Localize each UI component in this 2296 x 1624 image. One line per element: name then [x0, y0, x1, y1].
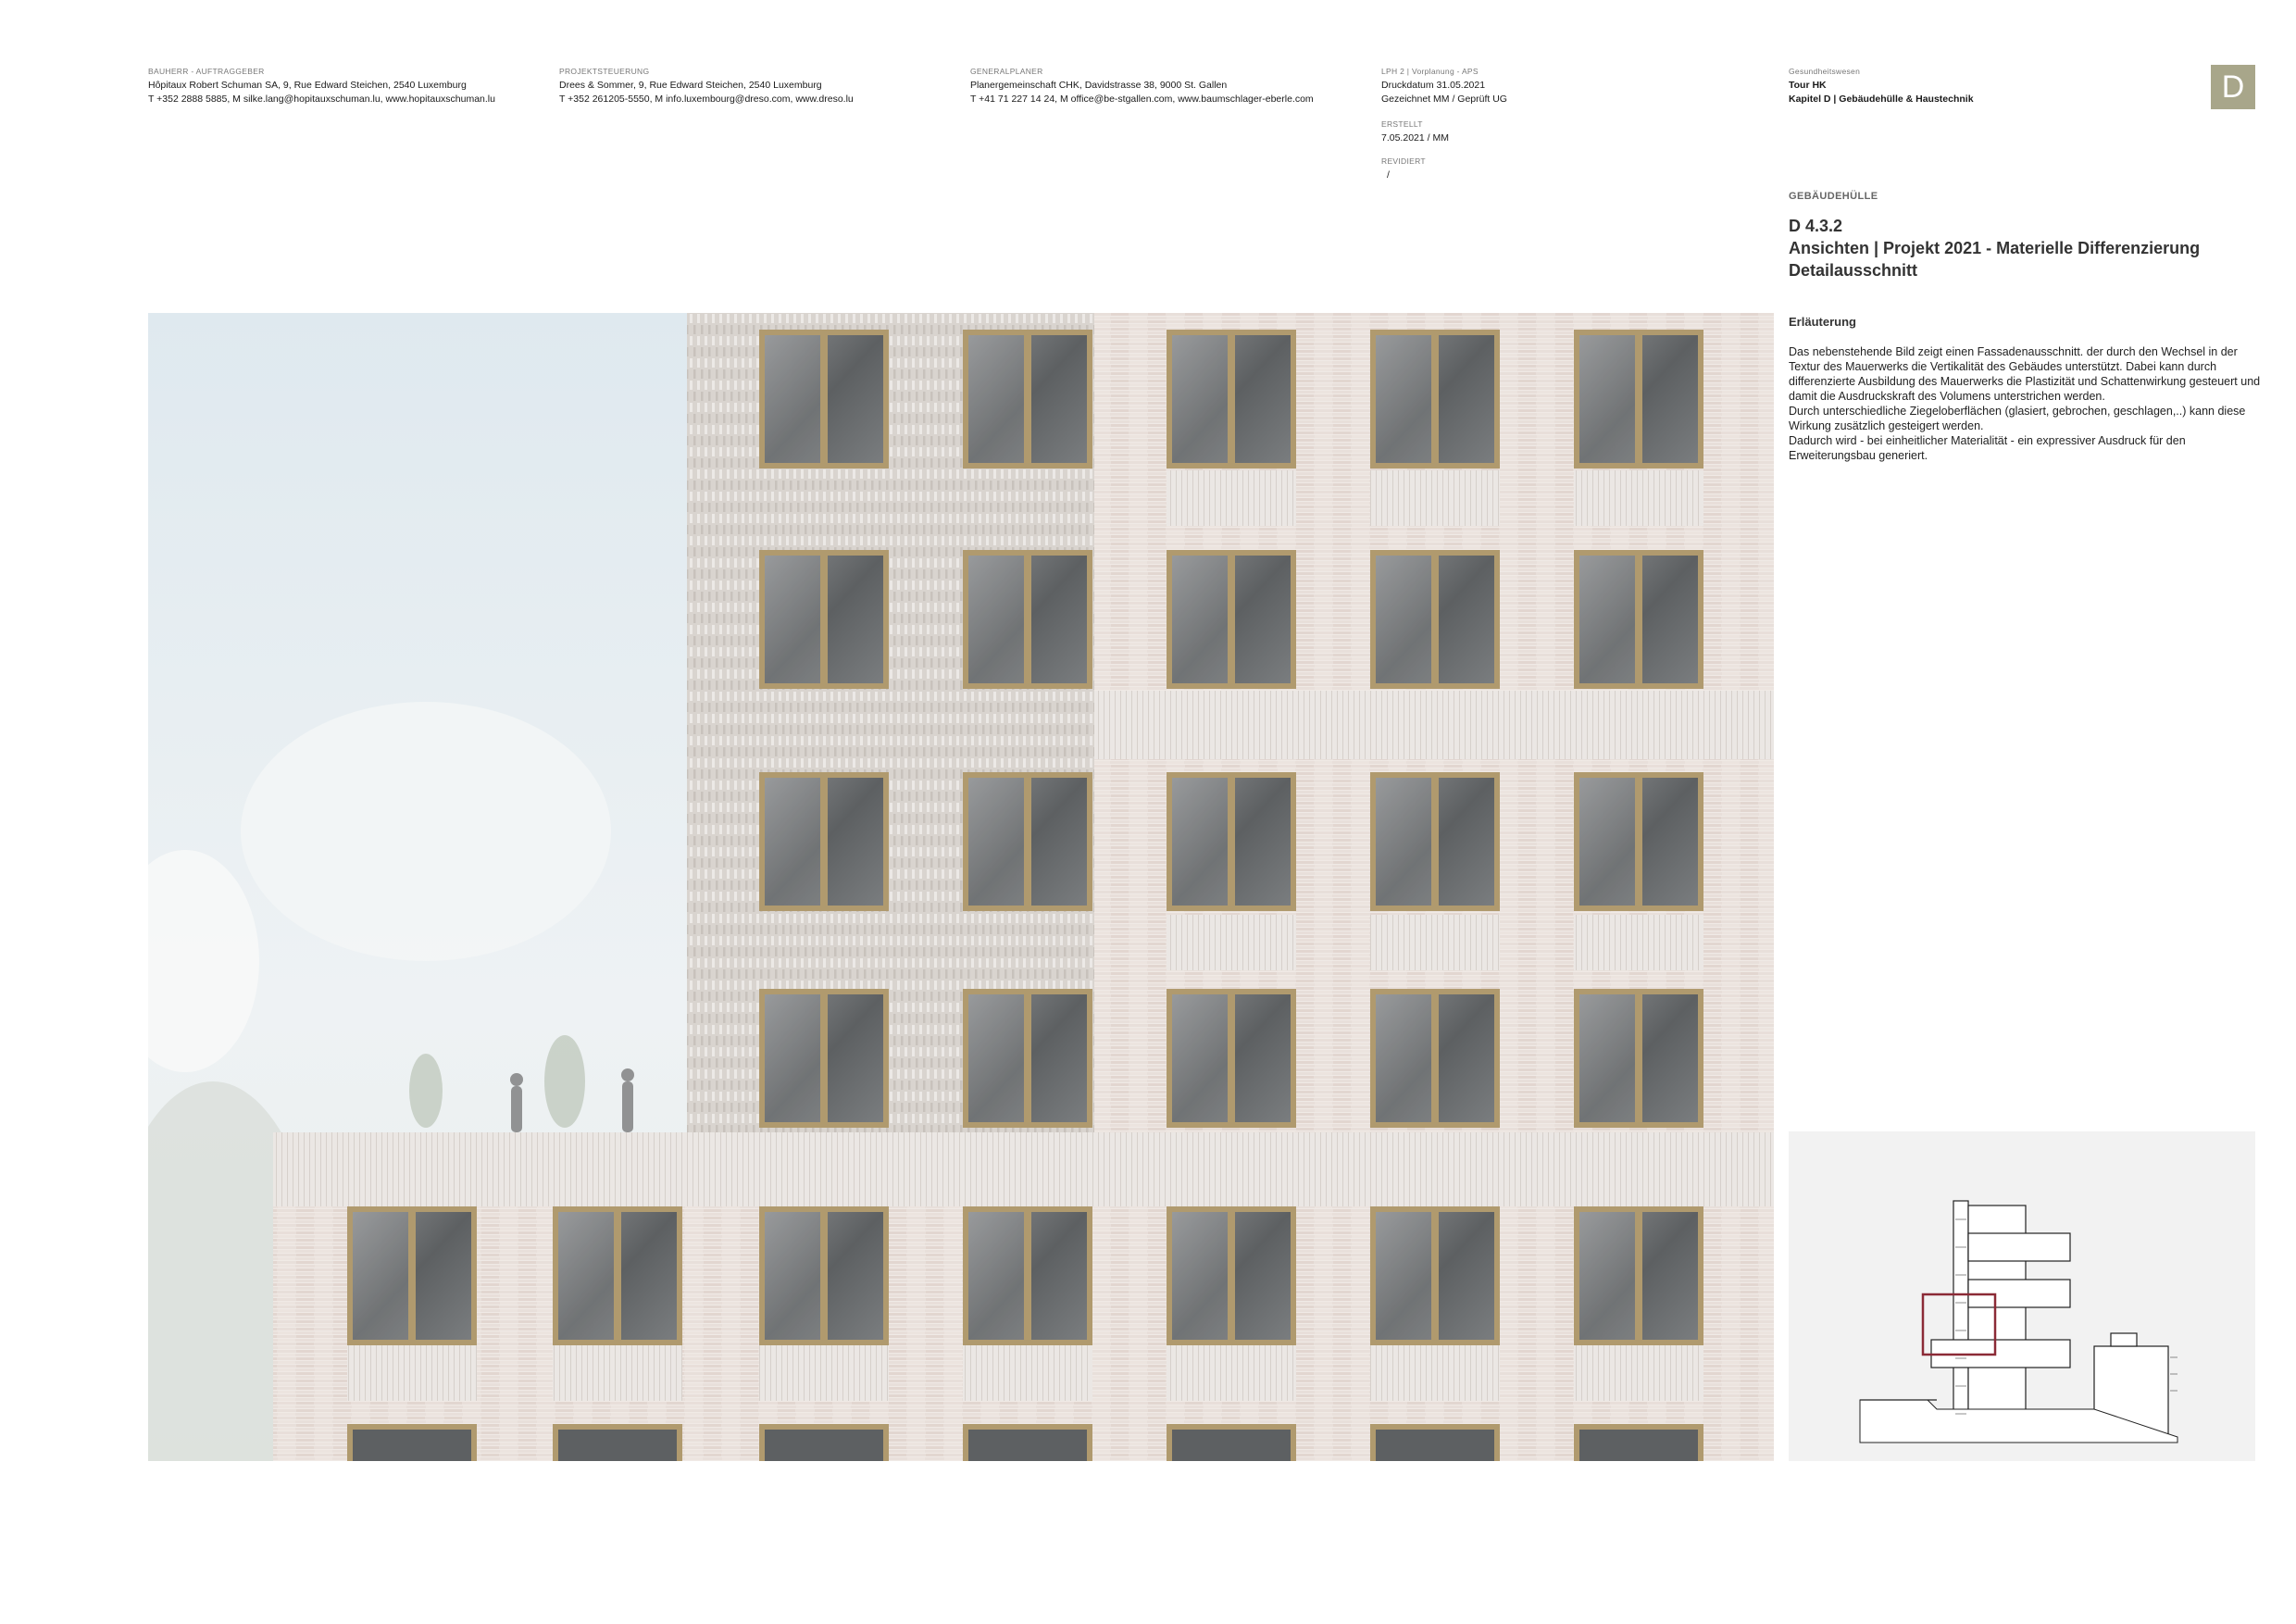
project-control-block — [559, 65, 854, 106]
project-control-caption: PROJEKTSTEUERUNG — [559, 67, 650, 76]
explanation-p1: Das nebenstehende Bild zeigt einen Fassadenausschnitt. der durch den Wechsel in der Textur des Mauerwerks die Vertikalität des Gebäudes unterstützt. Dabei kann durch differenzierte Ausbildung des Mauerwerks die Plastizität und Schattenwirkung gesteuert und damit die Ausdruckskraft des Volumens unterstrichen werden. — [1789, 345, 2261, 403]
created-caption: ERSTELLT — [1381, 119, 1423, 129]
client-line2: T +352 2888 5885, M silke.lang@hopitauxschuman.lu, www.hopitauxschuman.lu — [148, 94, 495, 105]
created-date: 7.05.2021 / MM — [1381, 132, 1449, 144]
revised-caption: REVIDIERT — [1381, 156, 1426, 166]
project-control-line1: Drees & Sommer, 9, Rue Edward Steichen, 2540 Luxemburg — [559, 80, 822, 91]
client-block — [148, 65, 495, 106]
chapter-badge: D — [2211, 65, 2255, 109]
section-title — [1789, 215, 2200, 281]
general-planner-block — [970, 65, 1314, 106]
section-title-line2: Detailausschnitt — [1789, 261, 1918, 280]
print-date: Druckdatum 31.05.2021 — [1381, 80, 1486, 91]
revised-value: / — [1387, 169, 1390, 181]
drawn-checked: Gezeichnet MM / Geprüft UG — [1381, 94, 1507, 105]
phase-block — [1381, 65, 1507, 182]
section-number: D 4.3.2 — [1789, 217, 1843, 235]
general-planner-line2: T +41 71 227 14 24, M office@be-stgallen.com, www.baumschlager-eberle.com — [970, 94, 1314, 105]
explanation-p3: Dadurch wird - bei einheitlicher Materialität - ein expressiver Ausdruck für den Erweiterungsbau generiert. — [1789, 434, 2186, 462]
client-line1: Hôpitaux Robert Schuman SA, 9, Rue Edward Steichen, 2540 Luxemburg — [148, 80, 467, 91]
general-planner-line1: Planergemeinschaft CHK, Davidstrasse 38, 9000 St. Gallen — [970, 80, 1228, 91]
explanation-text — [1789, 344, 2270, 463]
project-name: Tour HK — [1789, 80, 1827, 91]
explanation-heading: Erläuterung — [1789, 315, 1856, 329]
section-caption: GEBÄUDEHÜLLE — [1789, 191, 1878, 202]
client-caption: BAUHERR - AUFTRAGGEBER — [148, 67, 265, 76]
project-block — [1789, 65, 1974, 106]
phase-caption: LPH 2 | Vorplanung - APS — [1381, 67, 1479, 76]
key-plan — [1789, 1131, 2255, 1461]
facade-elevation — [148, 313, 1774, 1461]
section-title-line1: Ansichten | Projekt 2021 - Materielle Differenzierung — [1789, 239, 2201, 257]
explanation-p2: Durch unterschiedliche Ziegeloberflächen (glasiert, gebrochen, geschlagen,..) kann diese Wirkung zusätzlich gesteigert werden. — [1789, 405, 2246, 432]
project-control-line2: T +352 261205-5550, M info.luxembourg@dreso.com, www.dreso.lu — [559, 94, 854, 105]
project-chapter: Kapitel D | Gebäudehülle & Haustechnik — [1789, 94, 1974, 105]
general-planner-caption: GENERALPLANER — [970, 67, 1043, 76]
project-caption: Gesundheitswesen — [1789, 67, 1861, 76]
